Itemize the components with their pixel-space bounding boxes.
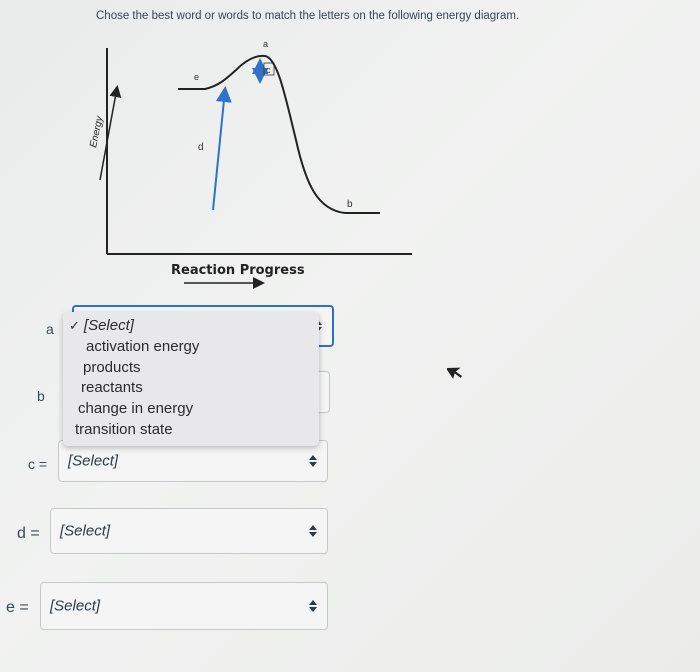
row-e-label: e = [6,599,29,616]
label-a: a [263,39,269,49]
select-d[interactable] [50,508,328,554]
select-c[interactable] [58,440,328,482]
select-e[interactable] [40,582,328,630]
row-c-label: c = [28,456,48,472]
y-axis-label: Energy [88,115,106,149]
label-e: e [194,72,200,82]
dropdown-option-change-in-energy[interactable]: change in energy [78,400,194,417]
row-b-label: b [37,388,45,404]
instructions-text: Chose the best word or words to match the letters on the following energy diagram. [96,10,520,22]
select-e-value: [Select] [50,597,101,615]
label-b: b [347,199,353,210]
option-label: [Select] [83,317,134,334]
energy-diagram [0,0,700,300]
energy-curve [178,56,380,213]
label-d: d [198,142,204,153]
checkmark-icon: ✓ [69,318,80,333]
select-arrows-icon [309,599,317,613]
row-d-label: d = [17,525,40,542]
select-arrows-icon [309,524,317,538]
energy-arrow [100,88,117,180]
dropdown-option-activation-energy[interactable]: activation energy [86,338,200,355]
dropdown-option-products[interactable]: products [83,359,141,376]
dropdown-option-select[interactable] [69,317,134,334]
select-c-value: [Select] [68,452,119,470]
x-axis-label: Reaction Progress [171,263,305,278]
dropdown-option-reactants[interactable]: reactants [81,379,143,396]
d-arrow [213,90,225,210]
d-arrow-down [213,90,225,205]
select-a-dropdown [63,312,319,446]
dropdown-option-transition-state[interactable]: transition state [75,421,173,438]
select-arrows-icon [309,454,317,468]
label-c: c [266,65,271,75]
mouse-cursor-icon [447,362,465,382]
select-d-value: [Select] [60,522,111,540]
row-a-label: a [46,321,54,337]
